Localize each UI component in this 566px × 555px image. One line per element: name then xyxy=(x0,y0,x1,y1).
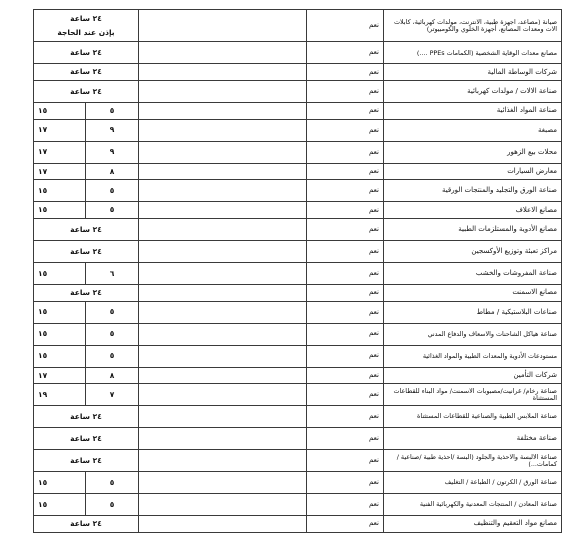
activity-cell: مصانع الاعلاف xyxy=(384,202,562,219)
status-cell: نعم xyxy=(307,81,384,103)
table-row xyxy=(34,64,562,81)
hours-cell: ٢٤ ساعة xyxy=(34,428,139,450)
start-hour-cell: ٨ xyxy=(86,367,139,384)
start-hour-cell: ٥ xyxy=(86,180,139,202)
hours-cell: ٢٤ ساعة xyxy=(34,450,139,472)
status-cell: نعم xyxy=(307,42,384,64)
blank-cell xyxy=(139,472,307,494)
status-cell: نعم xyxy=(307,64,384,81)
status-cell: نعم xyxy=(307,450,384,472)
start-hour-cell: ٥ xyxy=(86,323,139,345)
table-row xyxy=(34,10,562,42)
activity-cell: محلات بيع الزهور xyxy=(384,141,562,163)
activity-cell: صناعة الملابس الطبية والصناعية للقطاعات المستثناة xyxy=(384,406,562,428)
table-row xyxy=(34,284,562,301)
start-hour-cell: ٥ xyxy=(86,202,139,219)
table-row xyxy=(34,180,562,202)
activity-cell: مصانع الأدوية والمستلزمات الطبية xyxy=(384,219,562,241)
end-hour-cell: ١٧ xyxy=(34,141,86,163)
blank-cell xyxy=(139,180,307,202)
activity-cell: صناعة هياكل الشاحنات والاسعاف والدفاع المدني xyxy=(384,323,562,345)
status-cell: نعم xyxy=(307,345,384,367)
status-cell: نعم xyxy=(307,103,384,120)
end-hour-cell: ١٥ xyxy=(34,323,86,345)
table-row xyxy=(34,406,562,428)
table-row xyxy=(34,301,562,323)
table-row xyxy=(34,472,562,494)
status-cell: نعم xyxy=(307,472,384,494)
activity-cell: مصانع مواد التعقيم والتنظيف xyxy=(384,516,562,533)
activity-cell: صناعة المفروشات والخشب xyxy=(384,263,562,285)
activity-cell: مراكز تعبئة وتوزيع الأوكسجين xyxy=(384,241,562,263)
status-cell: نعم xyxy=(307,323,384,345)
start-hour-cell: ٥ xyxy=(86,472,139,494)
status-cell: نعم xyxy=(307,301,384,323)
start-hour-cell: ٥ xyxy=(86,103,139,120)
start-hour-cell: ٥ xyxy=(86,345,139,367)
table-row xyxy=(34,345,562,367)
status-cell: نعم xyxy=(307,284,384,301)
blank-cell xyxy=(139,241,307,263)
table-row xyxy=(34,42,562,64)
table-row xyxy=(34,323,562,345)
table-row xyxy=(34,81,562,103)
activity-cell: صناعة الورق والتجليد والمنتجات الورقية xyxy=(384,180,562,202)
end-hour-cell: ١٥ xyxy=(34,103,86,120)
end-hour-cell: ١٧ xyxy=(34,367,86,384)
end-hour-cell: ١٥ xyxy=(34,180,86,202)
start-hour-cell: ٨ xyxy=(86,163,139,180)
end-hour-cell: ١٥ xyxy=(34,202,86,219)
activity-cell: شركات التأمين xyxy=(384,367,562,384)
table-row xyxy=(34,450,562,472)
start-hour-cell: ٩ xyxy=(86,141,139,163)
status-cell: نعم xyxy=(307,241,384,263)
blank-cell xyxy=(139,81,307,103)
activity-cell: صناعة رخام/ غرانيت/مصبوبات الاسمنت/ مواد البناء للقطاعات المستثناة xyxy=(384,384,562,406)
blank-cell xyxy=(139,323,307,345)
activity-cell: صناعة الالات / مولدات كهربائية xyxy=(384,81,562,103)
hours-cell: ٢٤ ساعة xyxy=(34,406,139,428)
activity-cell: صيانة (مصاعد، اجهزة طبية، الانترنت، مولدات كهربائية، كابلات الات ومعدات المصانع، أجهزة الخلوي والكومبيوتر) xyxy=(384,10,562,42)
activity-cell: مصانع معدات الوقاية الشخصية (الكمامات PPEs ....) xyxy=(384,42,562,64)
start-hour-cell: ٥ xyxy=(86,494,139,516)
blank-cell xyxy=(139,284,307,301)
hours-cell: ٢٤ ساعة xyxy=(34,284,139,301)
status-cell: نعم xyxy=(307,141,384,163)
status-cell: نعم xyxy=(307,406,384,428)
activity-cell: صناعة المواد الغذائية xyxy=(384,103,562,120)
status-cell: نعم xyxy=(307,494,384,516)
activity-cell: شركات الوساطة المالية xyxy=(384,64,562,81)
end-hour-cell: ١٥ xyxy=(34,494,86,516)
status-cell: نعم xyxy=(307,202,384,219)
status-cell: نعم xyxy=(307,516,384,533)
hours-cell: ٢٤ ساعة xyxy=(34,219,139,241)
start-hour-cell: ٦ xyxy=(86,263,139,285)
blank-cell xyxy=(139,202,307,219)
blank-cell xyxy=(139,141,307,163)
status-cell: نعم xyxy=(307,163,384,180)
table-row xyxy=(34,428,562,450)
status-cell: نعم xyxy=(307,367,384,384)
table-row xyxy=(34,263,562,285)
end-hour-cell: ١٩ xyxy=(34,384,86,406)
blank-cell xyxy=(139,219,307,241)
blank-cell xyxy=(139,163,307,180)
blank-cell xyxy=(139,345,307,367)
exemptions-table-body xyxy=(34,10,562,533)
start-hour-cell: ٩ xyxy=(86,119,139,141)
table-row xyxy=(34,103,562,120)
blank-cell xyxy=(139,103,307,120)
activity-cell: معارض السيارات xyxy=(384,163,562,180)
table-row xyxy=(34,367,562,384)
start-hour-cell: ٧ xyxy=(86,384,139,406)
table-row xyxy=(34,219,562,241)
exemptions-table xyxy=(33,9,562,533)
status-cell: نعم xyxy=(307,263,384,285)
status-cell: نعم xyxy=(307,384,384,406)
hours-cell: ٢٤ ساعة xyxy=(34,516,139,533)
blank-cell xyxy=(139,384,307,406)
end-hour-cell: ١٧ xyxy=(34,163,86,180)
activity-cell: صناعات البلاستيكية / مطاط xyxy=(384,301,562,323)
end-hour-cell: ١٥ xyxy=(34,472,86,494)
hours-cell: ٢٤ ساعة xyxy=(34,241,139,263)
start-hour-cell: ٥ xyxy=(86,301,139,323)
status-cell: نعم xyxy=(307,219,384,241)
hours-cell: ٢٤ ساعة xyxy=(34,42,139,64)
end-hour-cell: ١٧ xyxy=(34,119,86,141)
activity-cell: مصبغة xyxy=(384,119,562,141)
end-hour-cell: ١٥ xyxy=(34,345,86,367)
blank-cell xyxy=(139,494,307,516)
table-row xyxy=(34,384,562,406)
hours-cell: ٢٤ ساعة xyxy=(34,81,139,103)
end-hour-cell: ١٥ xyxy=(34,263,86,285)
table-row xyxy=(34,494,562,516)
blank-cell xyxy=(139,367,307,384)
hours-value: ٢٤ ساعة xyxy=(70,13,102,23)
hours-cell: ٢٤ ساعة xyxy=(34,64,139,81)
table-row xyxy=(34,516,562,533)
blank-cell xyxy=(139,64,307,81)
activity-cell: مصانع الاسمنت xyxy=(384,284,562,301)
table-row xyxy=(34,202,562,219)
blank-cell xyxy=(139,10,307,42)
activity-cell: صناعة الورق / الكرتون / الطباعة / التغليف xyxy=(384,472,562,494)
blank-cell xyxy=(139,516,307,533)
activity-cell: صناعة الالبسة والاحذية والجلود (البسة /احذية طبية /صناعية /كمامات...) xyxy=(384,450,562,472)
status-cell: نعم xyxy=(307,428,384,450)
activity-cell: صناعة مختلفة xyxy=(384,428,562,450)
table-row xyxy=(34,141,562,163)
status-cell: نعم xyxy=(307,10,384,42)
activity-cell: صناعة المعادن / المنتجات المعدنية والكهربائية الفنية xyxy=(384,494,562,516)
blank-cell xyxy=(139,406,307,428)
blank-cell xyxy=(139,263,307,285)
blank-cell xyxy=(139,428,307,450)
table-row xyxy=(34,163,562,180)
activity-cell: مستودعات الأدوية والمعدات الطبية والمواد الغذائية xyxy=(384,345,562,367)
blank-cell xyxy=(139,119,307,141)
hours-note: بإذن عند الحاجة xyxy=(57,27,115,37)
blank-cell xyxy=(139,450,307,472)
blank-cell xyxy=(139,42,307,64)
end-hour-cell: ١٥ xyxy=(34,301,86,323)
table-row xyxy=(34,241,562,263)
blank-cell xyxy=(139,301,307,323)
hours-cell xyxy=(34,10,139,42)
status-cell: نعم xyxy=(307,180,384,202)
table-row xyxy=(34,119,562,141)
status-cell: نعم xyxy=(307,119,384,141)
